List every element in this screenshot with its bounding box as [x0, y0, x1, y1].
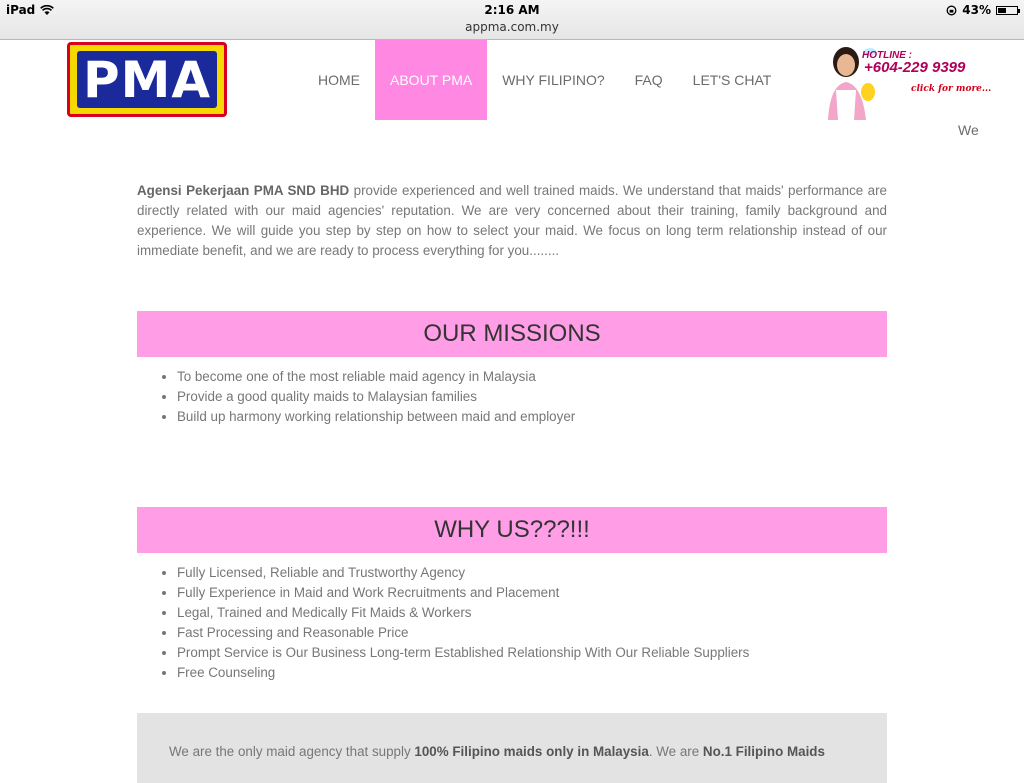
pma-logo[interactable] — [67, 42, 227, 117]
list-item: • Free Counseling — [177, 663, 749, 683]
nav-about-pma[interactable]: ABOUT PMA — [375, 40, 487, 120]
info-bold-1: 100% Filipino maids only in Malaysia — [414, 744, 649, 759]
list-item: • Build up harmony working relationship between maid and employer — [177, 407, 575, 427]
nav-home[interactable]: HOME — [318, 72, 360, 88]
list-item: • To become one of the most reliable maid agency in Malaysia — [177, 367, 575, 387]
battery-icon — [996, 6, 1018, 15]
info-text-1: We are the only maid agency that supply — [169, 744, 415, 759]
list-item: • Provide a good quality maids to Malaysian families — [177, 387, 575, 407]
hotline-number[interactable]: +604-229 9399 — [864, 59, 966, 76]
rotation-lock-icon — [946, 5, 957, 16]
nav-lets-chat[interactable]: LET'S CHAT — [692, 72, 772, 88]
list-item: • Fast Processing and Reasonable Price — [177, 623, 749, 643]
marquee-text: We — [958, 122, 979, 138]
info-text-2: . We are — [648, 744, 703, 759]
missions-heading: OUR MISSIONS — [137, 311, 887, 357]
status-right — [946, 3, 1018, 17]
status-time: 2:16 AM — [484, 3, 540, 17]
why-us-heading: WHY US???!!! — [137, 507, 887, 553]
ios-status-bar — [0, 0, 1024, 40]
company-name: Agensi Pekerjaan PMA SND BHD — [137, 183, 350, 198]
intro-paragraph — [137, 181, 887, 261]
hotline-label: HOTLINE : — [862, 50, 912, 61]
info-bold-2: No.1 Filipino Maids — [702, 744, 825, 759]
device-name: iPad — [6, 3, 36, 17]
list-item: • Fully Licensed, Reliable and Trustworthy Agency — [177, 563, 749, 583]
list-item: • Fully Experience in Maid and Work Recruitments and Placement — [177, 583, 749, 603]
battery-percent: 43% — [962, 3, 991, 17]
logo-inner — [77, 51, 217, 108]
address-bar-url[interactable]: appma.com.my — [465, 20, 559, 34]
list-item: • Legal, Trained and Medically Fit Maids & Workers — [177, 603, 749, 623]
hotline-more-link[interactable]: click for more... — [911, 84, 992, 94]
nav-why-filipino[interactable]: WHY FILIPINO? — [502, 72, 605, 88]
nav-faq[interactable]: FAQ — [634, 72, 663, 88]
missions-list — [160, 367, 575, 427]
logo-text: PMA — [82, 50, 212, 109]
main-nav — [303, 40, 786, 120]
list-item: • Prompt Service is Our Business Long-term Established Relationship With Our Reliable Suppliers — [177, 643, 749, 663]
why-us-list — [160, 563, 749, 683]
hotline-banner[interactable] — [812, 40, 1012, 122]
intro-text: provide experienced and well trained maids. We understand that maids' performance are directly related with our maid agencies' reputation. We are very concerned about their training, family background and experience. We will guide you step by step on how to select your maid. We focus on long term relationship instead of our immediate benefit, and we are ready to process everything for you........ — [137, 183, 887, 258]
info-box — [137, 713, 887, 783]
